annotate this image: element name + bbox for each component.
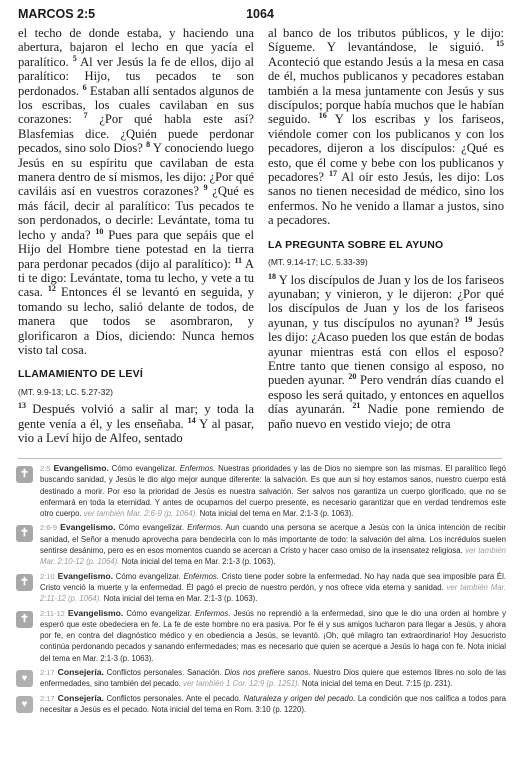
- notes-divider: [18, 458, 502, 459]
- heart-icon: ♥: [16, 670, 33, 687]
- left-body-2: $^{13}$ Después volvió a salir al mar; y toda la gente venía a él, y les enseñaba. $^{14}$ Y al pasar, vio a Leví hijo de Alfeo, sentado: [18, 400, 254, 445]
- verse-number: 19: [464, 314, 473, 324]
- verse-number: 7: [83, 111, 88, 121]
- verse-number: 20: [348, 372, 357, 382]
- left-column: [18, 26, 254, 445]
- evangelism-icon: ✝: [16, 525, 33, 542]
- verse-number: 11: [234, 255, 243, 265]
- verse-number: 18: [268, 271, 276, 281]
- study-notes: [14, 463, 506, 718]
- page-number: 1064: [246, 7, 274, 21]
- study-note: ✝ 2:10 Evangelismo. Cómo evangelizar. Enfermos. Cristo tiene poder sobre la enfermedad. No hay nada que sea imposible para Él. Cristo venció la muerte y la enfermedad. Él pagó el precio de nuestro perdón, y nos ofrece vida eterna y sanidad. ver también Mar. 2:11-12 (p. 1064). Nota inicial del tema en Mar. 2:1-3 (p. 1063).: [14, 571, 506, 605]
- verse-number: 13: [18, 400, 26, 410]
- section-parallel-reference: (MT. 9.14-17; LC. 5.33-39): [268, 257, 368, 268]
- verse-number: 5: [72, 53, 77, 63]
- verse-number: 15: [495, 39, 504, 49]
- right-body-2: $^{18}$ Y los discípulos de Juan y los de los fariseos ayunaban; y vinieron, y le dijeron: ¿Por qué los discípulos de Juan y los de los fariseos ayunan, y tus discípulos no ayunan? $^{19}$ Jesús les dijo: ¿Acaso pueden los que están de bodas ayunar mientras está con ellos el esposo? Entre tanto que tienen consigo al esposo, no pueden ayunar. $^{20}$ Pero vendrán días cuando el esposo les será quitado, y entonces en aquellos días ayunarán. $^{21}$ Nadie pone remiendo de paño nuevo en vestido viejo; de otra: [268, 271, 505, 431]
- study-note: ✝ 2:6-9 Evangelismo. Cómo evangelizar. Enfermos. Aun cuando una persona se acerque a Jesús con la única intención de recibir sanidad, el Señor a menudo aprovecha para bendecirla con lo más importante de todo: la salvación del alma. Los incrédulos suelen sentirse desánimo, pero es en esos momentos cuando se acercan a Cristo y hacer caso omiso de la insensatez religiosa. ver también Mar. 2:10-12 (p. 1064). Nota inicial del tema en Mar. 2:1-3 (p. 1063).: [14, 522, 506, 567]
- verse-number: 9: [203, 183, 208, 193]
- page-header: [18, 7, 502, 25]
- verse-number: 6: [82, 82, 87, 92]
- verse-number: 17: [328, 168, 337, 178]
- left-body: el techo de donde estaba, y haciendo una abertura, bajaron el lecho en que yacía el paralítico. $^5$ Al ver Jesús la fe de ellos, dijo al paralítico: Hijo, tus pecados te son perdonados. $^6$ Estaban allí sentados algunos de los escribas, los cuales cavilaban en sus corazones: $^7$ ¿Por qué habla este así? Blasfemias dice. ¿Quién puede perdonar pecados, sino solo Dios? $^8$ Y conociendo luego Jesús en su espíritu que cavilaban de esta manera dentro de sí mismos, les dijo: ¿Por qué caviláis así en vuestros corazones? $^9$ ¿Qué es más fácil, decir al paralítico: Tus pecados te son perdonados, o decirle: Levántate, toma tu lecho y anda? $^{10}$ Pues para que sepáis que el Hijo del Hombre tiene potestad en la tierra para perdonar pecados (dijo al paralítico): $^{11}$ A ti te digo: Levántate, toma tu lecho, y vete a tu casa. $^{12}$ Entonces él se levantó en seguida, y tomando su lecho, salió delante de todos, de manera que todos se asombraron, y glorificaron a Dios, diciendo: Nunca hemos visto tal cosa.: [18, 26, 255, 357]
- verse-number: 16: [318, 111, 327, 121]
- chapter-reference: MARCOS 2:5: [18, 7, 96, 21]
- heart-icon: ♥: [16, 696, 33, 713]
- evangelism-icon: ✝: [16, 466, 33, 483]
- section-title: LA PREGUNTA SOBRE EL AYUNO: [268, 238, 444, 251]
- right-body: al banco de los tributos públicos, y le dijo: Sígueme. Y levantándose, le siguió. $^{15}$ Aconteció que estando Jesús a la mesa en casa de él, muchos publicanos y pecadores estaban también a la mesa juntamente con Jesús y sus discípulos; porque había muchos que le habían seguido. $^{16}$ Y los escribas y los fariseos, viéndole comer con los publicanos y con los pecadores, dijeron a los discípulos: ¿Qué es esto, que él come y bebe con los publicanos y pecadores? $^{17}$ Al oír esto Jesús, les dijo: Los sanos no tienen necesidad de médico, sino los enfermos. No he venido a llamar a justos, sino a pecadores.: [268, 26, 504, 228]
- study-note: ✝ 2:11-12 Evangelismo. Cómo evangelizar. Enfermos. Jesús no reprendió a la enfermedad, sino que le dio una orden al hombre y esperó que este obedeciera en fe. La fe de este hombre no era pasiva. Por fe él y sus amigos lucharon para llegar a Jesús, y ahora por fe, en contra del diagnóstico médico y en obediencia a Jesús, se levantó. ¡Oh, qué milagro tan extraordinario! Hoy Jesucristo continúa perdonando pecados y sanando enfermedades; mas es necesario que quien se acerque a Jesús lo haga con fe. Nota inicial del tema en Mar. 2:1-3 (p. 1063).: [14, 608, 506, 664]
- verse-number: 14: [187, 415, 196, 425]
- section-title: LLAMAMIENTO DE LEVÍ: [18, 368, 143, 381]
- verse-number: 10: [95, 226, 104, 236]
- verse-number: 12: [47, 284, 56, 294]
- study-note: ♥ 2:17 Consejería. Conflictos personales. Ante el pecado. Naturaleza y origen del pecado. La condición que nos califica a todos para necesitar a Jesús es el pecado. Nota inicial del tema en Rom. 3:10 (p. 1220).: [14, 693, 506, 716]
- verse-number: 8: [146, 140, 151, 150]
- study-note: ♥ 2:17 Consejería. Conflictos personales. Sanación. Dios nos prefiere sanos. Nuestro Dios quiere que estemos libres no solo de las enfermedades, sino también del pecado. ver también 1 Cor. 12:9 (p. 1251). Nota inicial del tema en Deut. 7:15 (p. 231).: [14, 667, 506, 690]
- verse-number: 21: [352, 400, 361, 410]
- right-column: [268, 26, 504, 431]
- section-parallel-reference: (MT. 9.9-13; LC. 5.27-32): [18, 386, 113, 397]
- evangelism-icon: ✝: [16, 574, 33, 591]
- evangelism-icon: ✝: [16, 611, 33, 628]
- study-note: ✝ 2:5 Evangelismo. Cómo evangelizar. Enfermos. Nuestras prioridades y las de Dios no siempre son las mismas. El paralítico llegó buscando sanidad, y Jesús le dio algo mejor aunque diferente: la salvación. Es que aun si hoy estamos sanos, nuestro cuerpo está destinado a morir. Por eso la prioridad de Jesús es nuestra salvación. Ser salvos nos garantiza un cuerpo glorificado, que no se enfermará en toda la eternidad. Y antes de ocuparnos del cuerpo presente, es necesario garantizar que en verdad tendremos este otro cuerpo. ver también Mar. 2:6-9 (p. 1064). Nota inicial del tema en Mar. 2:1-3 (p. 1063).: [14, 463, 506, 519]
